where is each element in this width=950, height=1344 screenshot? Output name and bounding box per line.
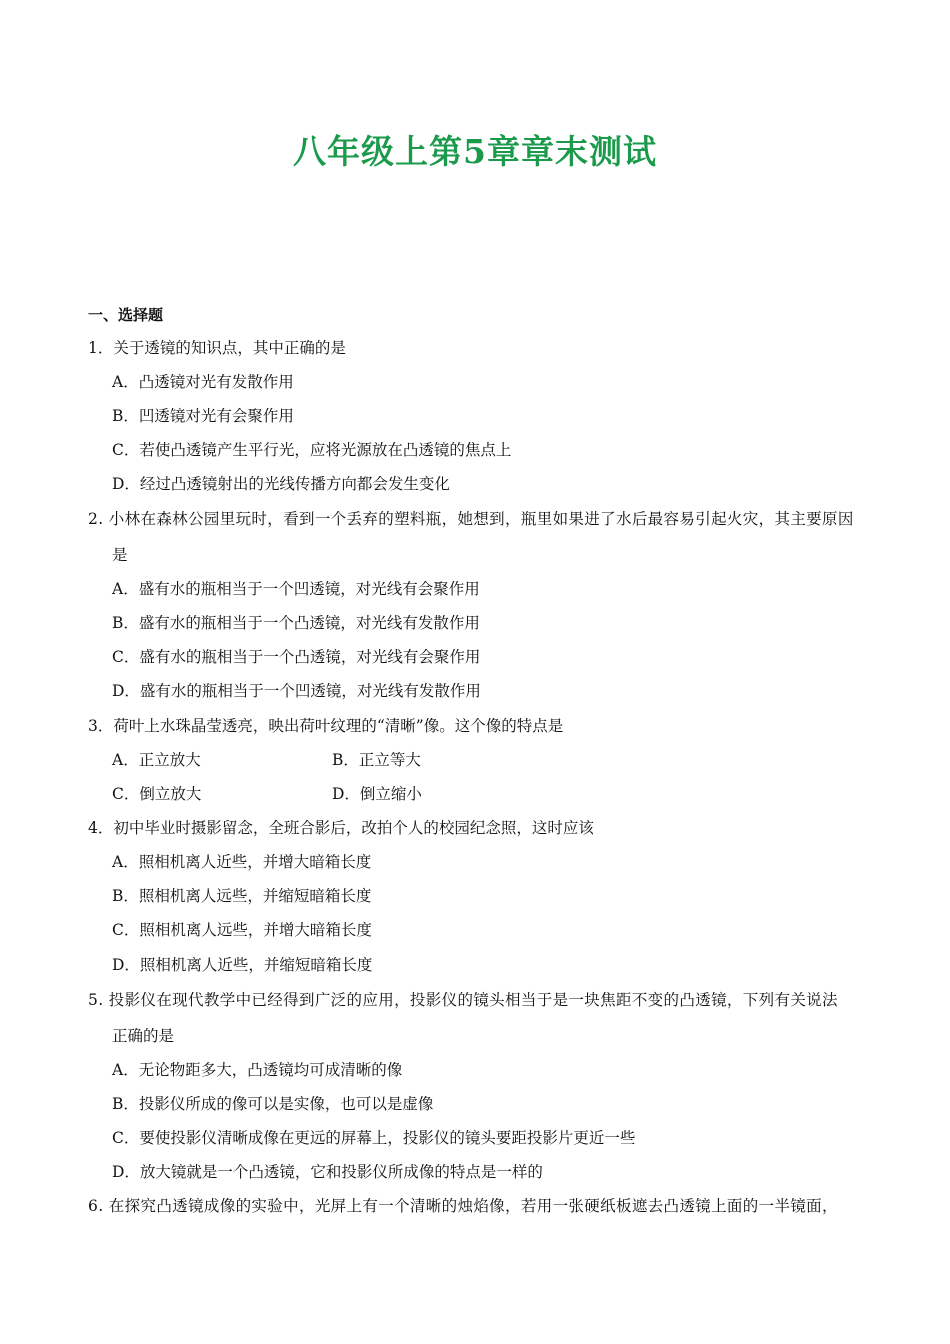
question-2-stem-continued: 是 (112, 546, 128, 564)
question-5-option-b: B．投影仪所成的像可以是实像，也可以是虚像 (112, 1095, 434, 1113)
question-2-option-b: B．盛有水的瓶相当于一个凸透镜，对光线有发散作用 (112, 614, 480, 632)
question-3-option-c: C．倒立放大 (112, 785, 202, 803)
question-2-option-a: A．盛有水的瓶相当于一个凹透镜，对光线有会聚作用 (112, 580, 480, 598)
question-3-option-d: D．倒立缩小 (332, 785, 422, 803)
question-3-stem: 3．荷叶上水珠晶莹透亮，映出荷叶纹理的“清晰”像。这个像的特点是 (88, 717, 564, 735)
question-2-option-c: C．盛有水的瓶相当于一个凸透镜，对光线有会聚作用 (112, 648, 481, 666)
question-1-option-d: D．经过凸透镜射出的光线传播方向都会发生变化 (112, 475, 450, 493)
question-4-option-d: D．照相机离人近些，并缩短暗箱长度 (112, 956, 373, 974)
question-1-option-a: A．凸透镜对光有发散作用 (112, 373, 294, 391)
question-1-option-b: B．凹透镜对光有会聚作用 (112, 407, 294, 425)
question-2-stem: 2. 小林在森林公园里玩时，看到一个丢弃的塑料瓶，她想到，瓶里如果进了水后最容易引起火灾，其主要原因 (88, 510, 854, 528)
page-title: 八年级上第5章章末测试 (293, 132, 657, 171)
question-3-option-b: B．正立等大 (332, 751, 421, 769)
question-5-stem-continued: 正确的是 (112, 1027, 175, 1045)
question-6-stem: 6. 在探究凸透镜成像的实验中，光屏上有一个清晰的烛焰像，若用一张硬纸板遮去凸透镜上面的一半镜面， (88, 1197, 838, 1215)
section-heading: 一、选择题 (88, 306, 164, 324)
question-5-stem: 5. 投影仪在现代教学中已经得到广泛的应用，投影仪的镜头相当于是一块焦距不变的凸透镜，下列有关说法 (88, 991, 838, 1009)
question-4-option-b: B．照相机离人远些，并缩短暗箱长度 (112, 887, 372, 905)
question-5-option-a: A．无论物距多大，凸透镜均可成清晰的像 (112, 1061, 403, 1079)
question-4-stem: 4．初中毕业时摄影留念，全班合影后，改拍个人的校园纪念照，这时应该 (88, 819, 594, 837)
question-5-option-d: D．放大镜就是一个凸透镜，它和投影仪所成像的特点是一样的 (112, 1163, 543, 1181)
question-1-option-c: C．若使凸透镜产生平行光，应将光源放在凸透镜的焦点上 (112, 441, 512, 459)
question-1-stem: 1．关于透镜的知识点，其中正确的是 (88, 339, 346, 357)
question-2-option-d: D．盛有水的瓶相当于一个凹透镜，对光线有发散作用 (112, 682, 481, 700)
question-4-option-c: C．照相机离人远些，并增大暗箱长度 (112, 921, 372, 939)
question-5-option-c: C．要使投影仪清晰成像在更远的屏幕上，投影仪的镜头要距投影片更近一些 (112, 1129, 636, 1147)
question-3-option-a: A．正立放大 (112, 751, 201, 769)
question-4-option-a: A．照相机离人近些，并增大暗箱长度 (112, 853, 372, 871)
